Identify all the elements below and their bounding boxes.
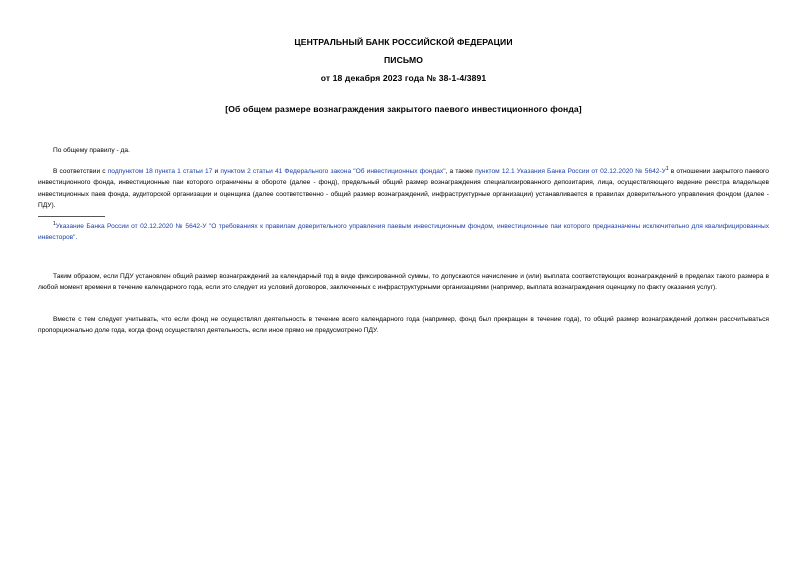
- footnote-divider: [38, 216, 105, 217]
- paragraph-caveat: Вместе с тем следует учитывать, что если фонд не осуществлял деятельность в течение всего календарного года (например, фонд был прекращен в течение года), то общий размер вознаграждений должен рассчитываться пропорционально доле года, когда фонд осуществлял деятельность, если иное прямо не предусмотрено ПДУ.: [38, 316, 769, 335]
- text-segment: , а также: [445, 168, 476, 176]
- link-law-article-17[interactable]: подпунктом 18 пункта 1 статьи 17: [107, 168, 213, 176]
- document-date-number: от 18 декабря 2023 года № 38-1-4/3891: [320, 73, 487, 83]
- footnote-mark: 1: [53, 221, 56, 227]
- paragraph-legal-basis: [38, 164, 769, 211]
- link-directive-5642[interactable]: пунктом 12.1 Указания Банка России от 02.12.2020 № 5642-У: [475, 168, 666, 176]
- issuer-title: ЦЕНТРАЛЬНЫЙ БАНК РОССИЙСКОЙ ФЕДЕРАЦИИ: [294, 37, 513, 47]
- paragraph-conclusion: Таким образом, если ПДУ установлен общий размер вознаграждений за календарный год в виде фиксированной суммы, то допускаются начисление и (или) выплата соответствующих вознаграждений в пределах такого размера в любой момент времени в течение календарного года, если это следует из условий договоров, заключенных с инфраструктурными организациями (например, выплата вознаграждения оценщику по факту оказания услуг).: [38, 273, 769, 292]
- text-segment: в отношении закрытого паевого инвестиционного фонда, инвестиционные паи которого ограничены в обороте (далее - фонд), предельный общий размер вознаграждения специализированного депозитария, лица, осуществляющего ведение реестра владельцев инвестиционных паев фонда, аудиторской организации и оценщика (далее соответственно - общий размер вознаграждений, инфраструктурные организации) устанавливается в правилах доверительного управления фондом (далее - ПДУ).: [38, 168, 769, 210]
- document-type: ПИСЬМО: [384, 55, 423, 65]
- text-segment: и: [212, 168, 221, 176]
- footnote-reference[interactable]: 1: [665, 166, 669, 172]
- link-footnote-directive[interactable]: Указание Банка России от 02.12.2020 № 5642-У "О требованиях к правилам доверительного управления паевым инвестиционным фондом, инвестиционные паи которого предназначены исключительно для квалифицированных инвесторов".: [38, 223, 769, 242]
- text-segment: В соответствии с: [53, 168, 108, 176]
- footnote: [38, 219, 769, 244]
- document-subject: [Об общем размере вознаграждения закрытого паевого инвестиционного фонда]: [225, 104, 582, 114]
- paragraph-answer: По общему правилу - да.: [53, 147, 130, 154]
- link-law-article-41[interactable]: пунктом 2 статьи 41 Федерального закона "Об инвестиционных фондах": [220, 168, 446, 176]
